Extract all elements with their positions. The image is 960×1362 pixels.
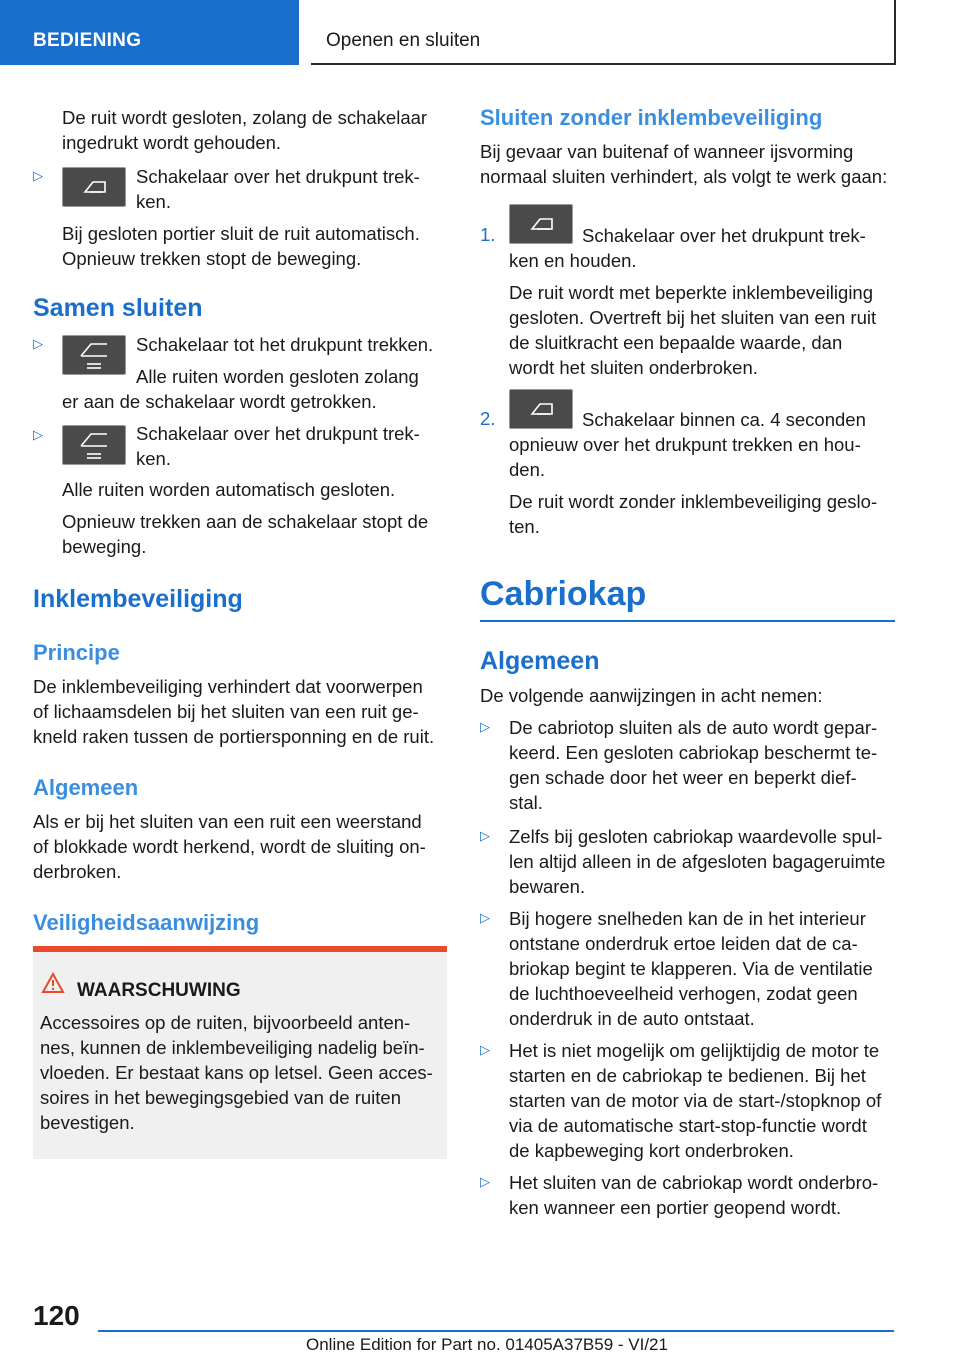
text-line: bevestigen.: [40, 1112, 135, 1133]
text-line: Schakelaar over het drukpunt trek-: [136, 166, 420, 187]
paragraph: [33, 674, 434, 749]
text-line: de sluitkracht een bepaalde waarde, dan: [509, 332, 843, 353]
heading-inklembeveiliging: Inklembeveiliging: [33, 585, 243, 613]
step-text: Schakelaar binnen ca. 4 seconden: [582, 409, 866, 430]
text-line: Opnieuw trekken stopt de beweging.: [62, 248, 362, 269]
bullet-text: [136, 164, 420, 214]
text-line: Het is niet mogelijk om gelijktijdig de motor te: [509, 1040, 880, 1061]
bullet-text: [509, 824, 885, 899]
text-line: opnieuw over het drukpunt trekken en hou-: [509, 434, 861, 455]
text-line: Als er bij het sluiten van een ruit een weerstand: [33, 811, 422, 832]
text-line: Accessoires op de ruiten, bijvoorbeeld anten-: [40, 1012, 411, 1033]
text-line: De ruit wordt zonder inklembeveiliging geslo-: [509, 491, 878, 512]
heading-algemeen: Algemeen: [33, 775, 139, 800]
bullet-marker: ▷: [33, 336, 43, 351]
text-line: vloeden. Er bestaat kans op letsel. Geen acces-: [40, 1062, 433, 1083]
bullet-marker: ▷: [480, 1174, 490, 1189]
text-line: ken wanneer een portier geopend wordt.: [509, 1197, 842, 1218]
text-line: starten en de cabriokap te bedienen. Bij het: [509, 1065, 866, 1086]
warning-box: [33, 946, 447, 1159]
text-line: nes, kunnen de inklembeveiliging nadelig beïn-: [40, 1037, 425, 1058]
text-line: gesloten. Overtreft bij het sluiten van een ruit: [509, 307, 877, 328]
text-line: Bij hogere snelheden kan de in het interieur: [509, 908, 866, 929]
bullet-text: [509, 1170, 878, 1220]
text-line: den.: [509, 459, 546, 480]
bullet-marker: ▷: [480, 719, 490, 734]
text-line: Zelfs bij gesloten cabriokap waardevolle spul-: [509, 826, 883, 847]
text-line: kneld raken tussen de portiersponning en de ruit.: [33, 726, 435, 747]
step-text: [509, 432, 861, 482]
text-line: ken.: [136, 191, 171, 212]
step-text: Schakelaar over het drukpunt trek-: [582, 225, 866, 246]
text-line: onderdruk in de auto ontstaat.: [509, 1008, 755, 1029]
window-switch-all-icon: [62, 335, 126, 375]
step-text: ken en houden.: [509, 250, 637, 271]
text-line: normaal sluiten verhindert, als volgt te werk gaan:: [480, 166, 888, 187]
paragraph: [62, 509, 428, 559]
text-line: of blokkade wordt herkend, wordt de sluiting on-: [33, 836, 426, 857]
text-line: de luchthoeveelheid verhogen, zodat geen: [509, 983, 858, 1004]
warning-text: [40, 1010, 433, 1135]
heading-cabriokap: Cabriokap: [480, 575, 647, 613]
warning-triangle-icon: [41, 972, 65, 994]
section-title: BEDIENING: [33, 30, 142, 51]
text-line: of lichaamsdelen bij het sluiten van een ruit ge-: [33, 701, 419, 722]
heading-principe: Principe: [33, 640, 120, 665]
bullet-text: er aan de schakelaar wordt getrokken.: [62, 391, 377, 412]
bullet-text: Schakelaar tot het drukpunt trekken.: [136, 334, 434, 355]
paragraph: [509, 280, 876, 380]
text-line: De ruit wordt met beperkte inklembeveiliging: [509, 282, 874, 303]
text-line: soires in het bewegingsgebied van de ruiten: [40, 1087, 401, 1108]
text-line: briokap begint te klapperen. Via de ventilatie: [509, 958, 873, 979]
text-line: Bij gesloten portier sluit de ruit automatisch.: [62, 223, 420, 244]
step-number: 2.: [480, 408, 496, 429]
chapter-title: Openen en sluiten: [326, 30, 481, 51]
text-line: De inklembeveiliging verhindert dat voorwerpen: [33, 676, 423, 697]
bullet-marker: ▷: [33, 427, 43, 442]
text-line: Opnieuw trekken aan de schakelaar stopt de: [62, 511, 429, 532]
bullet-marker: ▷: [33, 168, 43, 183]
text-line: keerd. Een gesloten cabriokap beschermt te-: [509, 742, 878, 763]
bullet-text: [509, 1038, 881, 1163]
footer-divider: [98, 1330, 894, 1332]
text-line: starten van de motor via de start-/stopknop of: [509, 1090, 882, 1111]
bullet-marker: ▷: [480, 1042, 490, 1057]
bullet-marker: ▷: [480, 910, 490, 925]
heading-algemeen-cabrio: Algemeen: [480, 647, 600, 675]
bullet-marker: ▷: [480, 828, 490, 843]
section-tab: [0, 0, 299, 65]
step-number: 1.: [480, 224, 496, 245]
paragraph: De volgende aanwijzingen in acht nemen:: [480, 685, 823, 706]
text-line: ingedrukt wordt gehouden.: [62, 132, 282, 153]
paragraph: [62, 221, 420, 271]
text-line: beweging.: [62, 536, 147, 557]
page-number: 120: [33, 1300, 80, 1331]
text-line: derbroken.: [33, 861, 122, 882]
heading-samen-sluiten: Samen sluiten: [33, 294, 203, 322]
text-line: Bij gevaar van buitenaf of wanneer ijsvorming: [480, 141, 854, 162]
paragraph: [480, 139, 887, 189]
paragraph: [33, 809, 426, 884]
paragraph: [509, 489, 877, 539]
text-line: via de automatische start-stop-functie wordt: [509, 1115, 867, 1136]
bullet-text: [509, 715, 877, 815]
text-line: de kapbeweging kort onderbroken.: [509, 1140, 794, 1161]
text-line: bewaren.: [509, 876, 586, 897]
text-line: Schakelaar over het drukpunt trek-: [136, 423, 420, 444]
chapter-tab: [311, 0, 896, 65]
window-switch-single-icon: [509, 204, 573, 244]
heading-sluiten-zonder: Sluiten zonder inklembeveiliging: [480, 105, 823, 130]
text-line: stal.: [509, 792, 543, 813]
text-line: ten.: [509, 516, 540, 537]
text-line: gen schade door het weer en beperkt dief-: [509, 767, 857, 788]
bullet-text: [509, 906, 873, 1031]
text-line: De ruit wordt gesloten, zolang de schakelaar: [62, 107, 428, 128]
heading-veiligheidsaanwijzing: Veiligheidsaanwijzing: [33, 910, 260, 935]
text-line: De cabriotop sluiten als de auto wordt gepar-: [509, 717, 878, 738]
bullet-text: Alle ruiten worden gesloten zolang: [136, 366, 419, 387]
section-divider: [480, 620, 895, 622]
window-switch-single-icon: [509, 389, 573, 429]
window-switch-all-icon: [62, 425, 126, 465]
warning-title: WAARSCHUWING: [77, 980, 241, 1001]
bullet-text: [136, 421, 420, 471]
paragraph: Alle ruiten worden automatisch gesloten.: [62, 479, 396, 500]
footer-edition: Online Edition for Part no. 01405A37B59 - VI/21: [306, 1335, 668, 1354]
window-switch-single-icon: [62, 167, 126, 207]
text-line: wordt het sluiten onderbroken.: [509, 357, 758, 378]
text-line: ken.: [136, 448, 171, 469]
text-line: len altijd alleen in de afgesloten bagageruimte: [509, 851, 886, 872]
text-line: ontstane onderdruk ertoe leiden dat de ca-: [509, 933, 858, 954]
paragraph: [62, 105, 427, 155]
text-line: Het sluiten van de cabriokap wordt onderbro-: [509, 1172, 879, 1193]
